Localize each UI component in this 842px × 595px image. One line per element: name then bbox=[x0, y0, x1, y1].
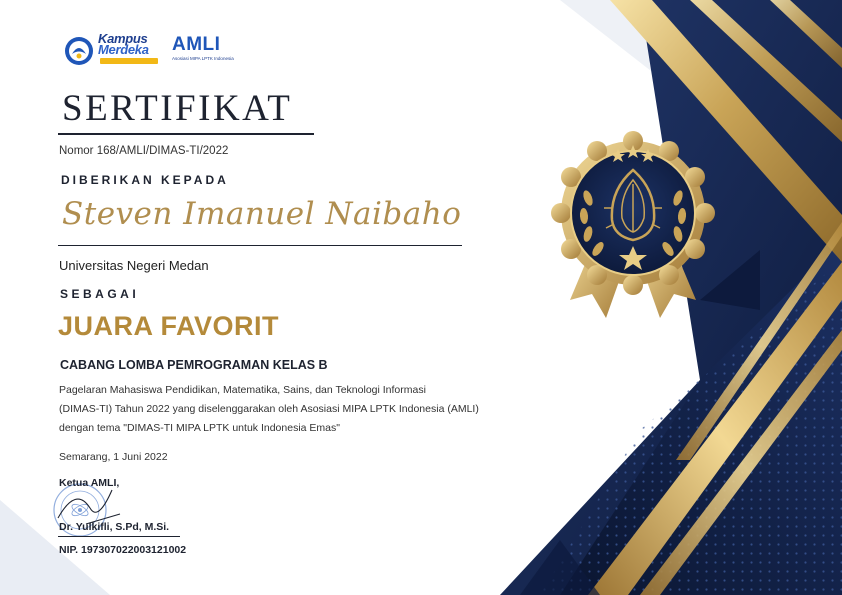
title-underline bbox=[58, 133, 314, 135]
award-title: JUARA FAVORIT bbox=[58, 311, 280, 341]
place-date: Semarang, 1 Juni 2022 bbox=[59, 451, 168, 463]
certificate-number: Nomor 168/AMLI/DIMAS-TI/2022 bbox=[59, 145, 229, 157]
event-description bbox=[59, 381, 539, 438]
name-underline bbox=[58, 245, 462, 246]
description-line: Pagelaran Mahasiswa Pendidikan, Matematika, Sains, dan Teknologi Informasi bbox=[59, 384, 426, 396]
certificate-title: SERTIFIKAT bbox=[62, 88, 293, 129]
signatory-role: Ketua AMLI, bbox=[59, 477, 120, 489]
kampus-merdeka-logo-icon bbox=[64, 36, 94, 66]
amli-logo-subtitle: Asosiasi MIPA LPTK Indonesia bbox=[172, 56, 234, 61]
recipient-name: Steven Imanuel Naibaho bbox=[62, 196, 462, 232]
kampus-merdeka-logo bbox=[98, 33, 149, 55]
signatory-underline bbox=[58, 536, 180, 537]
competition-category: CABANG LOMBA PEMROGRAMAN KELAS B bbox=[60, 358, 328, 372]
award-medal-icon bbox=[548, 128, 718, 328]
kampus-merdeka-line1: Kampus bbox=[98, 31, 148, 46]
recipient-institution: Universitas Negeri Medan bbox=[59, 258, 209, 273]
description-line: dengan tema "DIMAS-TI MIPA LPTK untuk Indonesia Emas" bbox=[59, 422, 340, 434]
signatory-nip: NIP. 197307022003121002 bbox=[59, 544, 187, 556]
description-line: (DIMAS-TI) Tahun 2022 yang diselenggarakan oleh Asosiasi MIPA LPTK Indonesia (AMLI) bbox=[59, 403, 479, 415]
amli-logo: AMLI bbox=[172, 34, 221, 55]
kampus-merdeka-bar bbox=[100, 58, 158, 64]
as-label: SEBAGAI bbox=[60, 287, 140, 301]
signatory-name: Dr. Yulkifli, S.Pd, M.Si. bbox=[59, 521, 170, 533]
given-to-label: DIBERIKAN KEPADA bbox=[61, 173, 229, 187]
kampus-merdeka-line2: Merdeka bbox=[98, 42, 149, 57]
